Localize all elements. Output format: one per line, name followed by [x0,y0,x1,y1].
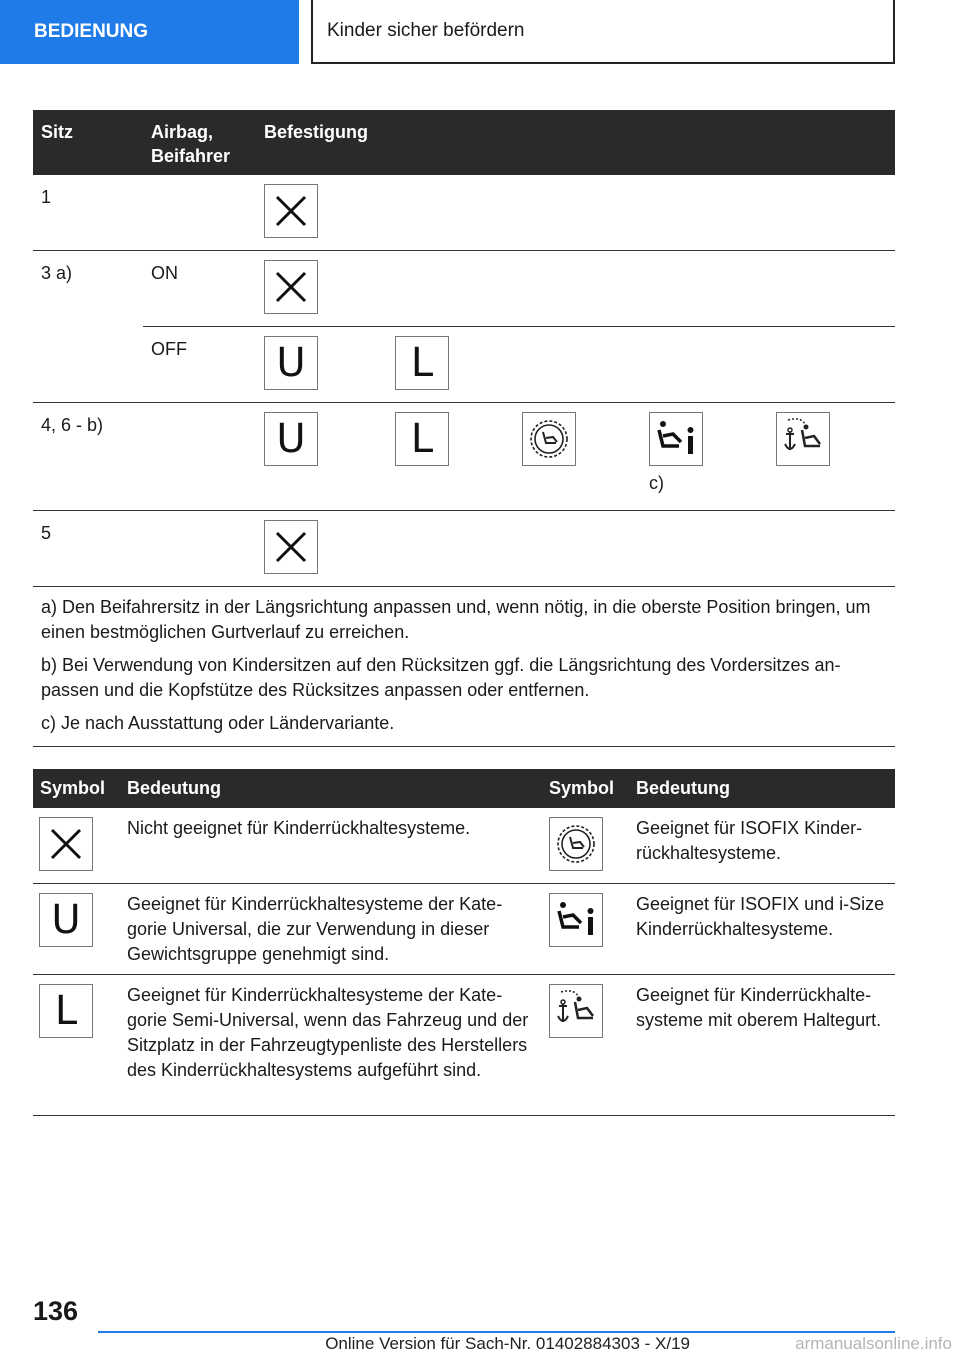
semi-universal-letter: L [410,340,434,386]
section-label [0,0,299,64]
table-footnotes [33,587,895,747]
seat-table-header [33,110,895,175]
footnote-c: c) Je nach Ausstattung oder Ländervariante. [41,713,395,733]
cell-sitz: 4, 6 - b) [41,415,104,435]
meaning-text: Nicht geeignet für Kinderrückhaltesysteme. [127,818,471,838]
footnote-a: a) Den Beifahrersitz in der Längsrichtung anpassen und, wenn nötig, in die oberste Position bringen, um einen bestmöglichen Gurtverlauf zu erreichen. [41,597,871,642]
th-symbol-1: Symbol [40,778,106,798]
watermark: armanualsonline.info [795,1334,952,1353]
row-divider [143,326,895,327]
cell-airbag-on: ON [151,263,178,283]
table-row [33,808,895,884]
meaning-text: Geeignet für Kinderrückhaltesysteme der Kategorie Universal, die zur Verwendung in dieser Gewichtsgruppe genehmigt sind. [127,894,503,964]
page-title [311,0,895,64]
semi-universal-icon [395,336,449,390]
isize-icon [549,893,603,947]
table-row [33,175,895,251]
universal-letter: U [51,897,81,943]
table-row [33,511,895,587]
isofix-icon [522,412,576,466]
cross-icon [264,520,318,574]
seat-table [33,110,895,747]
footnote-b: b) Bei Verwendung von Kindersitzen auf den Rücksitzen ggf. die Längsrichtung des Vordersitzes anpassen und die Kopfstütze des Rücksitzes anpassen oder entfernen. [41,655,841,700]
semi-universal-icon [395,412,449,466]
semi-universal-letter: L [54,988,78,1034]
online-version-text: Online Version für Sach-Nr. 01402884303 - X/19 [325,1334,690,1353]
th-airbag: Airbag, Beifahrer [151,122,231,166]
table-row [33,884,895,975]
universal-letter: U [276,340,306,386]
meaning-text: Geeignet für Kinderrückhaltesysteme der Kategorie Semi-Universal, wenn das Fahrzeug und der Sitzplatz in der Fahrzeugtypenliste des Herstellers des Kinderrückhaltesystems aufgeführt sind. [127,985,529,1080]
symbol-table-header [33,769,895,808]
th-befestigung: Befestigung [264,122,369,142]
footer-rule [98,1331,895,1333]
universal-icon [39,893,93,947]
cross-icon [264,260,318,314]
meaning-text: Geeignet für ISOFIX Kinderrückhaltesysteme. [636,818,863,863]
isize-icon [649,412,703,466]
cell-sitz: 1 [41,187,52,207]
universal-icon [264,336,318,390]
cross-icon [264,184,318,238]
th-symbol-2: Symbol [549,778,615,798]
th-sitz: Sitz [41,122,74,142]
semi-universal-letter: L [410,416,434,462]
symbol-table [33,769,895,1116]
th-bedeutung-2: Bedeutung [636,778,730,798]
meaning-text: Geeignet für Kinderrückhaltesysteme mit oberem Haltegurt. [636,985,882,1030]
page-number: 136 [33,1296,79,1326]
cell-sitz: 5 [41,523,52,543]
top-tether-icon [549,984,603,1038]
universal-icon [264,412,318,466]
universal-letter: U [276,416,306,462]
th-bedeutung-1: Bedeutung [127,778,221,798]
page-title-text: Kinder sicher befördern [327,20,525,41]
cross-icon [39,817,93,871]
table-row [33,251,895,403]
isofix-icon [549,817,603,871]
cell-airbag-off: OFF [151,339,187,359]
top-tether-icon [776,412,830,466]
meaning-text: Geeignet für ISOFIX und i-Size Kinderrückhaltesysteme. [636,894,885,939]
section-text: BEDIENUNG [34,21,149,42]
table-row [33,975,895,1116]
cell-note: c) [649,473,664,493]
cell-sitz: 3 a) [41,263,73,283]
semi-universal-icon [39,984,93,1038]
table-row [33,403,895,511]
